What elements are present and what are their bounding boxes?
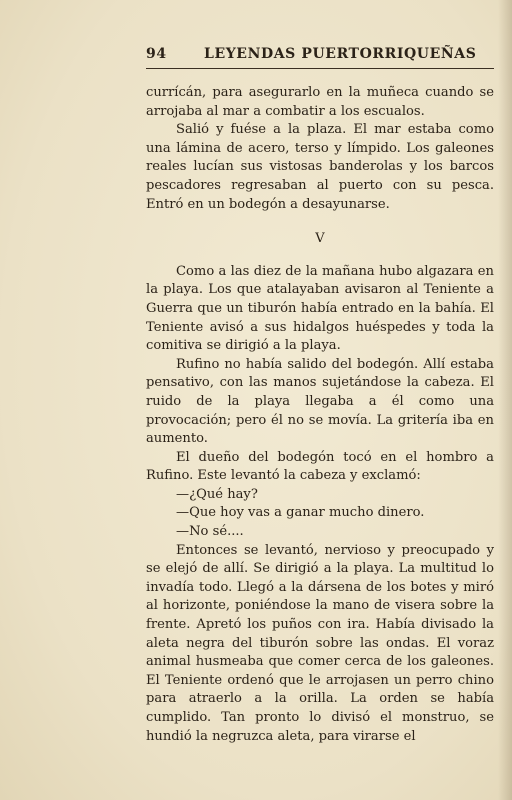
dialogue-line: —¿Qué hay? — [176, 486, 258, 502]
header-rule — [146, 68, 494, 69]
paragraph: El dueño del bodegón tocó en el hombro a Rufino. Este levantó la cabeza y exclamó: — [146, 449, 494, 484]
running-title: LEYENDAS PUERTORRIQUEÑAS — [204, 46, 477, 62]
paragraph-continuation: currícán, para asegurarlo en la muñeca cuando se arrojaba al mar a combatir a los escualos. — [146, 85, 494, 119]
paragraph: Entonces se levantó, nervioso y preocupado y se elejó de allí. Se dirigió a la playa. La multitud lo invadía todo. Llegó a la dársena de los botes y miró al horizonte, poniéndose la mano de visera sobre la frente. Apretó los puños con ira. Había divisado la aleta negra del tiburón sobre las ondas. El voraz animal husmeaba que comer cerca de los galeones. El Teniente ordenó que le arrojasen un perro chino para atraerlo a la orilla. La orden se había cumplido. Tan pronto lo divisó el monstruo, se hundió la negruzca aleta, para virarse el — [146, 542, 494, 744]
paragraph: Rufino no había salido del bodegón. Allí estaba pensativo, con las manos sujetándose la cabeza. El ruido de la playa llegaba a él como una provocación; pero él no se movía. La gritería iba en aumento. — [146, 356, 494, 447]
page-edge-shadow — [498, 0, 512, 800]
dialogue-line: —Que hoy vas a ganar mucho dinero. — [176, 505, 425, 521]
page-number: 94 — [146, 46, 167, 62]
paragraph: Como a las diez de la mañana hubo algazara en la playa. Los que atalayaban avisaron al Teniente a Guerra que un tiburón había entrado en la bahía. El Teniente avisó a sus hidalgos huéspedes y toda la comitiva se dirigió a la playa. — [146, 263, 494, 354]
paragraph: Salió y fuése a la plaza. El mar estaba como una lámina de acero, terso y límpido. Los galeones reales lucían sus vistosas banderolas y los barcos pescadores regresaban al puerto con su pesca. Entró en un bodegón a desayunarse. — [146, 122, 494, 212]
section-numeral: V — [315, 231, 325, 247]
dialogue-line: —No sé.... — [176, 524, 244, 540]
body-text — [146, 84, 494, 746]
page-header — [146, 46, 486, 66]
